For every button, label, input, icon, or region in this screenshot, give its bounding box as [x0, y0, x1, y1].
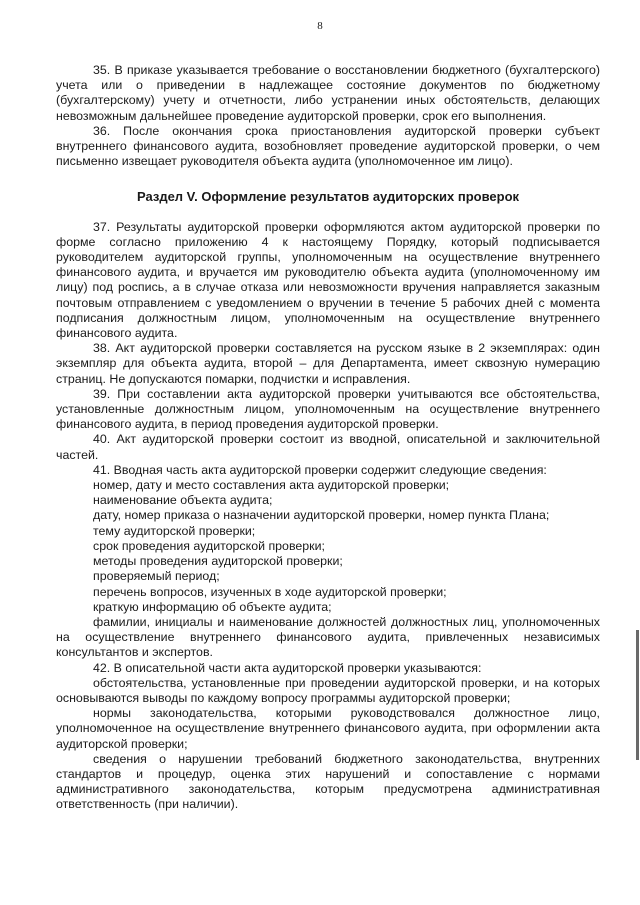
list-item: срок проведения аудиторской проверки; [93, 538, 325, 553]
paragraph-40: 40. Акт аудиторской проверки состоит из вводной, описательной и заключительной частей. [56, 432, 600, 462]
page-number: 8 [317, 20, 323, 32]
list-item: дату, номер приказа о назначении аудиторской проверки, номер пункта Плана; [93, 508, 550, 523]
list-item: проверяемый период; [93, 569, 220, 584]
list-item: обстоятельства, установленные при проведении аудиторской проверки, и на которых основываются выводы по каждому вопросу программы аудиторской проверки; [56, 675, 600, 705]
paragraph-35: 35. В приказе указывается требование о восстановлении бюджетного (бухгалтерского) учета или о приведении в надлежащее состояние документов по бюджетному (бухгалтерскому) учету и отчетности, либо устранении иных обстоятельств, делающих невозможным дальнейшее проведение аудиторской проверки, срок его выполнения. [56, 63, 600, 123]
descriptive-items-list [56, 676, 600, 813]
list-item: краткую информацию об объекте аудита; [93, 599, 332, 614]
list-item: наименование объекта аудита; [93, 493, 273, 508]
paragraph-38: 38. Акт аудиторской проверки составляется на русском языке в 2 экземплярах: один экземпляр для объекта аудита, второй – для Департамента, имеет сквозную нумерацию страниц. Не допускаются помарки, подчистки и исправления. [56, 341, 600, 386]
list-item: методы проведения аудиторской проверки; [93, 554, 343, 569]
document-body [56, 63, 600, 813]
section-heading: Раздел V. Оформление результатов аудиторских проверок [136, 189, 520, 205]
list-item: сведения о нарушении требований бюджетного законодательства, внутренних стандартов и процедур, оценка этих нарушений и сопоставление с нормами административного законодательства, которым предусмотрена административная ответственность (при наличии). [56, 751, 600, 812]
list-item: тему аудиторской проверки; [93, 523, 256, 538]
scan-edge-line [636, 630, 639, 760]
paragraph-39: 39. При составлении акта аудиторской проверки учитываются все обстоятельства, установленные должностным лицом, уполномоченным на осуществление внутреннего финансового аудита, в период проведения аудиторской проверки. [56, 386, 600, 432]
list-item: нормы законодательства, которыми руководствовался должностное лицо, уполномоченное на осуществление внутреннего финансового аудита, при оформлении акта аудиторской проверки; [56, 706, 600, 751]
list-item: перечень вопросов, изученных в ходе аудиторской проверки; [93, 584, 447, 599]
paragraph-36: 36. После окончания срока приостановления аудиторской проверки субъект внутреннего финансового аудита, возобновляет проведение аудиторской проверки, о чем письменно извещает руководителя объекта аудита (уполномоченное им лицо). [56, 123, 600, 169]
paragraph-42-label: 42. В описательной части акта аудиторской проверки указываются: [93, 660, 482, 675]
intro-items-list [56, 478, 600, 660]
list-item: номер, дату и место составления акта аудиторской проверки; [93, 478, 450, 493]
paragraph-41-label: 41. Вводная часть акта аудиторской проверки содержит следующие сведения: [93, 462, 547, 477]
paragraph-37: 37. Результаты аудиторской проверки оформляются актом аудиторской проверки по форме согласно приложению 4 к настоящему Порядку, который подписывается руководителем аудиторской группы, уполномоченным на осуществление внутреннего финансового аудита, и вручается им руководителю объекта аудита (уполномоченному им лицу) под роспись, а в случае отказа или невозможности вручения направляется заказным почтовым отправлением с уведомлением о вручении в течение 5 рабочих дней с момента подписания должностным лицом, уполномоченным на осуществление внутреннего финансового аудита. [56, 219, 600, 341]
list-item: фамилии, инициалы и наименование должностей должностных лиц, уполномоченных на осуществление внутреннего финансового аудита, привлеченных независимых консультантов и экспертов. [56, 614, 600, 660]
